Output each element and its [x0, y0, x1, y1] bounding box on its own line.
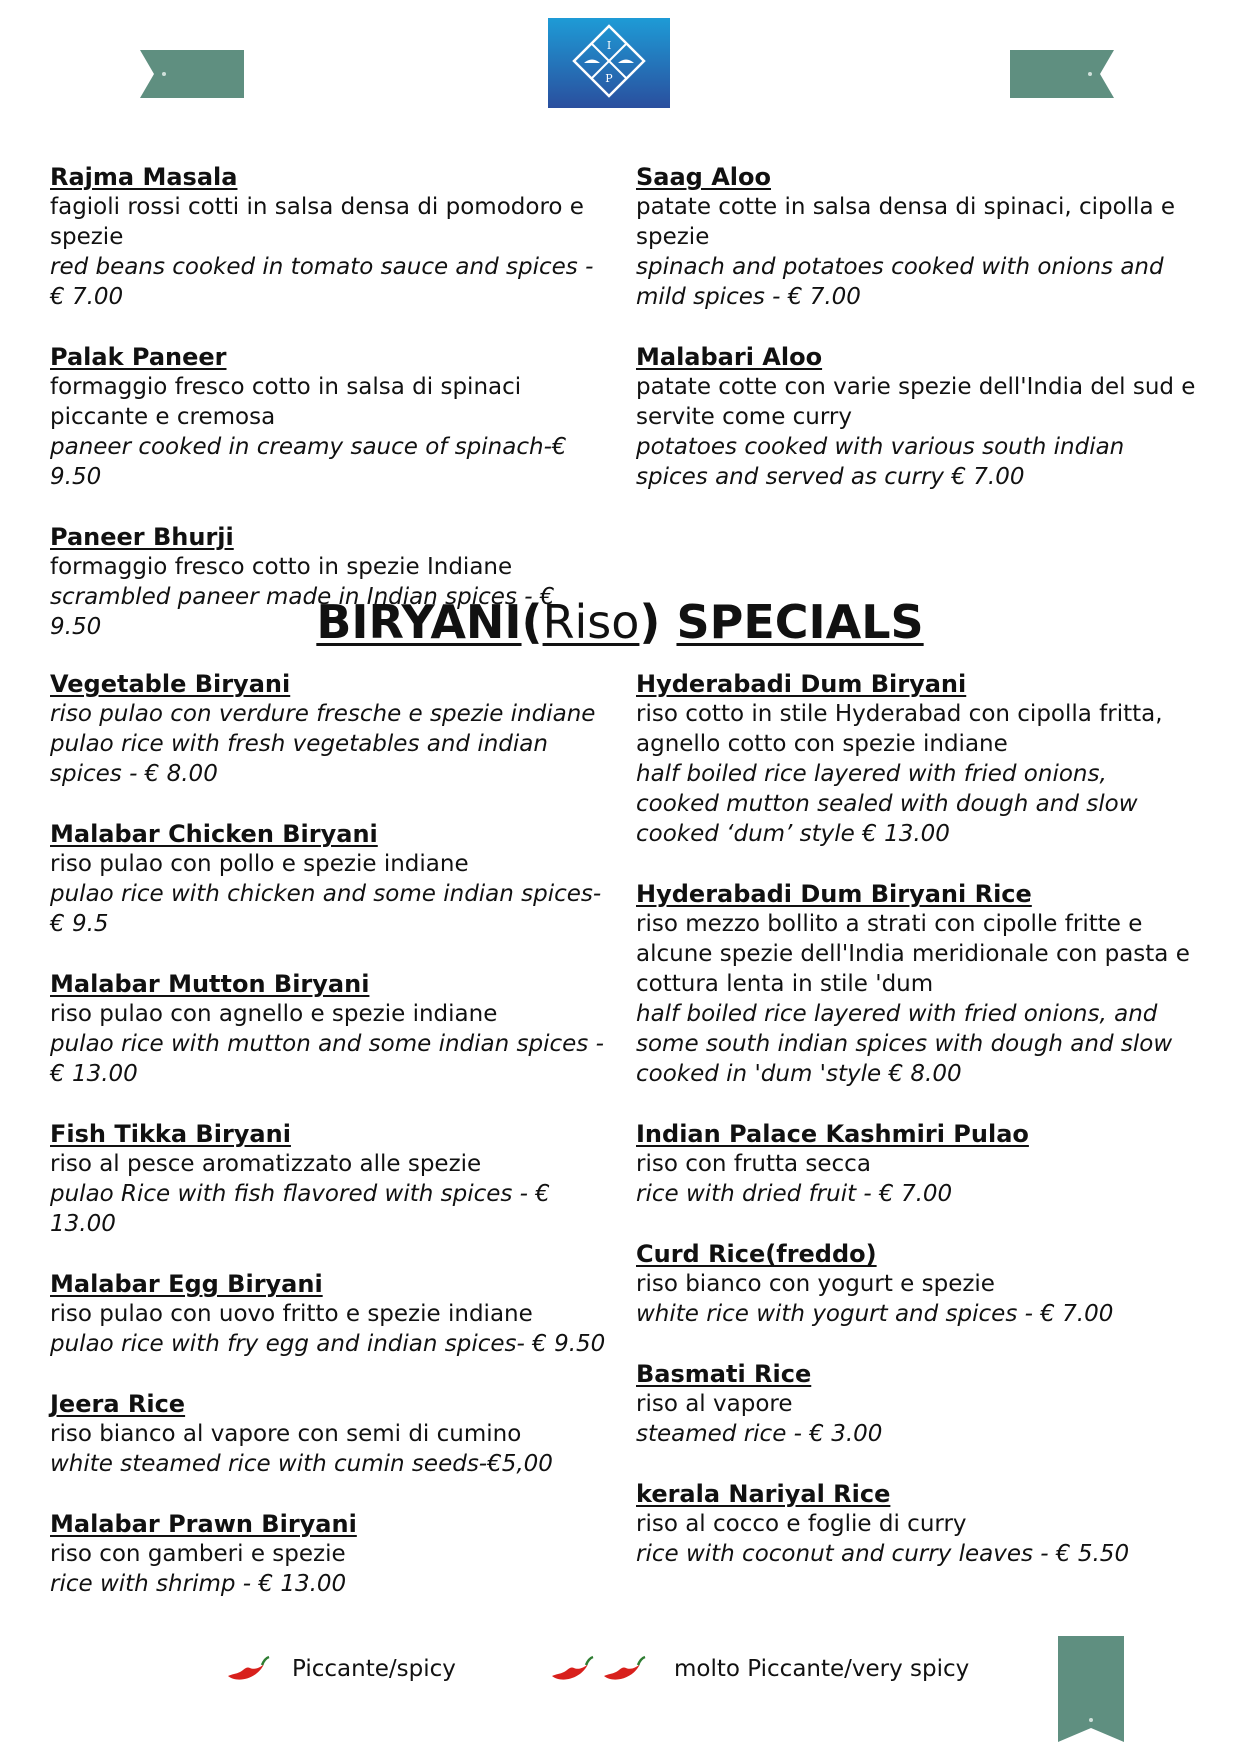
menu-item-english-desc: scrambled paneer made in Indian spices - € 9.50 — [50, 584, 555, 640]
menu-item — [636, 1239, 1196, 1329]
menu-item — [50, 342, 610, 492]
menu-item-english-desc: rice with dried fruit - € 7.00 — [636, 1181, 953, 1207]
menu-item-italian-desc: formaggio fresco cotto in spezie Indiane — [50, 554, 513, 580]
legend-very-spicy — [548, 1654, 969, 1684]
menu-item-english-desc: steamed rice - € 3.00 — [636, 1421, 883, 1447]
menu-item-english-desc: rice with coconut and curry leaves - € 5.50 — [636, 1541, 1130, 1567]
menu-item-english-desc: spinach and potatoes cooked with onions and mild spices - € 7.00 — [636, 254, 1164, 310]
title-riso: Riso — [542, 595, 640, 649]
legend-spicy-label: Piccante/spicy — [292, 1656, 456, 1682]
curries-right-column — [636, 162, 1196, 522]
menu-item-italian-desc: riso bianco con yogurt e spezie — [636, 1271, 995, 1297]
ribbon-banner-left — [140, 50, 244, 98]
menu-item-name: Jeera Rice — [50, 1390, 186, 1418]
menu-item-italian-desc: riso bianco al vapore con semi di cumino — [50, 1421, 522, 1447]
title-paren-open: ( — [521, 595, 543, 649]
menu-item — [50, 1269, 610, 1359]
menu-item-name: Indian Palace Kashmiri Pulao — [636, 1120, 1029, 1148]
menu-item — [50, 969, 610, 1089]
chili-icon — [548, 1654, 594, 1684]
menu-item-italian-desc: riso pulao con verdure fresche e spezie indiane — [50, 701, 596, 727]
menu-item — [636, 879, 1196, 1089]
menu-item-name: Curd Rice(freddo) — [636, 1240, 877, 1268]
menu-item-english-desc: paneer cooked in creamy sauce of spinach-€ 9.50 — [50, 434, 567, 490]
menu-item-english-desc: pulao rice with fresh vegetables and indian spices - € 8.00 — [50, 731, 548, 787]
menu-item-english-desc: rice with shrimp - € 13.00 — [50, 1571, 347, 1597]
menu-item-english-desc: pulao rice with fry egg and indian spices- € 9.50 — [50, 1331, 606, 1357]
restaurant-logo — [548, 18, 670, 108]
menu-item-english-desc: white rice with yogurt and spices - € 7.00 — [636, 1301, 1114, 1327]
biryani-section-title — [0, 592, 1240, 652]
menu-item-italian-desc: riso mezzo bollito a strati con cipolle fritte e alcune spezie dell'India meridionale con pasta e cottura lenta in stile 'dum — [636, 911, 1190, 997]
menu-item-italian-desc: patate cotte in salsa densa di spinaci, cipolla e spezie — [636, 194, 1175, 250]
menu-item-name: Rajma Masala — [50, 163, 238, 191]
menu-item-english-desc: pulao Rice with fish flavored with spices - € 13.00 — [50, 1181, 550, 1237]
menu-item — [50, 1389, 610, 1479]
ribbon-bookmark-bottom — [1058, 1636, 1124, 1742]
menu-item-italian-desc: riso con frutta secca — [636, 1151, 871, 1177]
chili-icon — [600, 1654, 646, 1684]
menu-item-english-desc: red beans cooked in tomato sauce and spices - € 7.00 — [50, 254, 594, 310]
menu-item — [636, 1359, 1196, 1449]
menu-item — [636, 669, 1196, 849]
title-paren-close: ) — [639, 595, 661, 649]
chili-icon — [224, 1654, 270, 1684]
menu-item — [50, 669, 610, 789]
menu-item-english-desc: pulao rice with mutton and some indian spices - € 13.00 — [50, 1031, 604, 1087]
menu-item-english-desc: white steamed rice with cumin seeds-€5,00 — [50, 1451, 553, 1477]
menu-item-name: Fish Tikka Biryani — [50, 1120, 291, 1148]
menu-item-name: Malabar Chicken Biryani — [50, 820, 378, 848]
menu-item-name: Saag Aloo — [636, 163, 771, 191]
logo-letter-p: P — [605, 72, 613, 85]
menu-item-name: Paneer Bhurji — [50, 523, 234, 551]
menu-item-italian-desc: patate cotte con varie spezie dell'India del sud e servite come curry — [636, 374, 1196, 430]
menu-item-italian-desc: riso cotto in stile Hyderabad con cipolla fritta, agnello cotto con spezie indiane — [636, 701, 1163, 757]
menu-item — [50, 819, 610, 939]
menu-item-italian-desc: riso con gamberi e spezie — [50, 1541, 346, 1567]
menu-item-name: Hyderabadi Dum Biryani — [636, 670, 967, 698]
menu-item — [50, 1509, 610, 1599]
menu-item-italian-desc: riso pulao con agnello e spezie indiane — [50, 1001, 498, 1027]
menu-item — [50, 162, 610, 312]
menu-item-name: Malabari Aloo — [636, 343, 823, 371]
menu-item-italian-desc: fagioli rossi cotti in salsa densa di pomodoro e spezie — [50, 194, 584, 250]
menu-item-name: Malabar Mutton Biryani — [50, 970, 370, 998]
menu-item-italian-desc: formaggio fresco cotto in salsa di spinaci piccante e cremosa — [50, 374, 522, 430]
menu-item — [636, 162, 1196, 312]
menu-item-name: Malabar Egg Biryani — [50, 1270, 323, 1298]
menu-item-name: Malabar Prawn Biryani — [50, 1510, 357, 1538]
menu-item-name: Palak Paneer — [50, 343, 227, 371]
ribbon-banner-right — [1010, 50, 1114, 98]
menu-item-english-desc: pulao rice with chicken and some indian spices- € 9.5 — [50, 881, 602, 937]
biryani-right-column — [636, 669, 1196, 1599]
menu-item-name: Hyderabadi Dum Biryani Rice — [636, 880, 1032, 908]
menu-item-english-desc: potatoes cooked with various south indian spices and served as curry € 7.00 — [636, 434, 1125, 490]
menu-item — [636, 1119, 1196, 1209]
menu-item-name: Vegetable Biryani — [50, 670, 291, 698]
biryani-left-column — [50, 669, 610, 1629]
menu-item-italian-desc: riso al pesce aromatizzato alle spezie — [50, 1151, 482, 1177]
menu-item-english-desc: half boiled rice layered with fried onions, and some south indian spices with dough and slow cooked in 'dum 'style € 8.00 — [636, 1001, 1173, 1087]
menu-item — [636, 342, 1196, 492]
menu-item-italian-desc: riso al cocco e foglie di curry — [636, 1511, 967, 1537]
menu-item — [636, 1479, 1196, 1569]
menu-item-english-desc: half boiled rice layered with fried onions, cooked mutton sealed with dough and slow cooked ‘dum’ style € 13.00 — [636, 761, 1138, 847]
title-specials: SPECIALS — [676, 595, 924, 649]
title-biryani: BIRYANI — [316, 595, 522, 649]
menu-item-name: Basmati Rice — [636, 1360, 812, 1388]
menu-item-italian-desc: riso pulao con pollo e spezie indiane — [50, 851, 469, 877]
menu-item-italian-desc: riso pulao con uovo fritto e spezie indiane — [50, 1301, 533, 1327]
menu-item-italian-desc: riso al vapore — [636, 1391, 793, 1417]
menu-item-name: kerala Nariyal Rice — [636, 1480, 891, 1508]
menu-item — [50, 1119, 610, 1239]
legend-very-spicy-label: molto Piccante/very spicy — [674, 1656, 970, 1682]
legend-spicy — [224, 1654, 456, 1684]
logo-letter-i: I — [606, 39, 612, 52]
